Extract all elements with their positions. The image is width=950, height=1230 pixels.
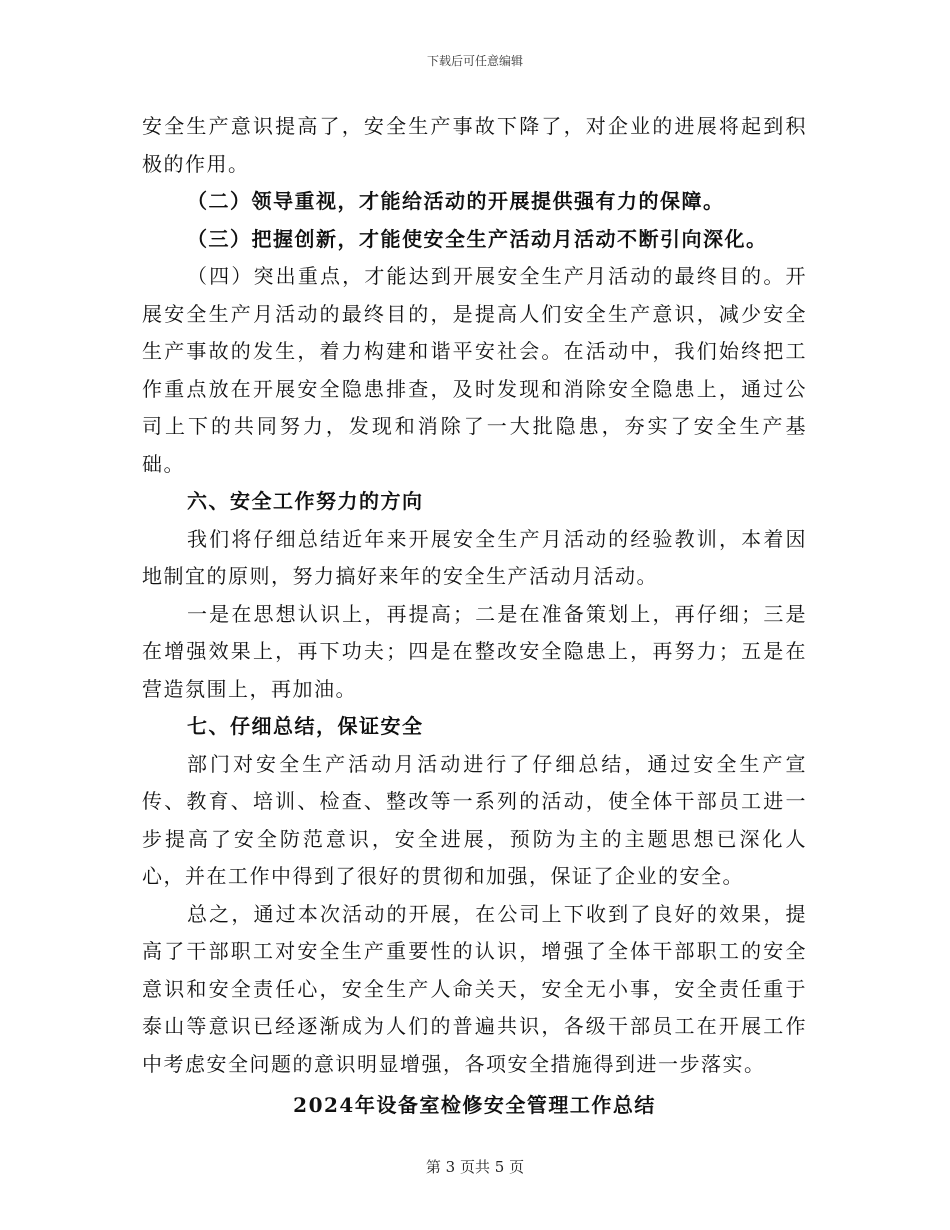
point-three-heading: （三）把握创新，才能使安全生产活动月活动不断引向深化。 [187,226,768,251]
section-six-paragraph: 我们将仔细总结近年来开展安全生产月活动的经验教训，本着因地制宜的原则，努力搞好来年的安全生产活动月活动。 [142,526,807,588]
paragraph-continuation: 安全生产意识提高了，安全生产事故下降了，对企业的进展将起到积极的作用。 [142,114,807,176]
point-two-heading: （二）领导重视，才能给活动的开展提供强有力的保障。 [187,189,725,213]
section-seven-paragraph: 部门对安全生产活动月活动进行了仔细总结，通过安全生产宣传、教育、培训、检查、整改等一系列的活动，使全体干部员工进一步提高了安全防范意识，安全进展，预防为主的主题思想已深化人心，并在工作中得到了很好的贯彻和加强，保证了企业的安全。 [142,751,807,888]
document-body [142,108,807,1125]
next-document-title: 2024年设备室检修安全管理工作总结 [293,1093,656,1117]
page-number-footer: 第 3 页共 5 页 [425,1158,525,1176]
section-seven-heading: 七、仔细总结，保证安全 [187,714,424,738]
page-header-note: 下载后可任意编辑 [426,54,523,68]
section-six-heading: 六、安全工作努力的方向 [187,489,424,513]
section-six-list-paragraph: 一是在思想认识上，再提高；二是在准备策划上，再仔细；三是在增强效果上，再下功夫；四是在整改安全隐患上，再努力；五是在营造氛围上，再加油。 [142,601,807,701]
conclusion-paragraph: 总之，通过本次活动的开展，在公司上下收到了良好的效果，提高了干部职工对安全生产重要性的认识，增强了全体干部职工的安全意识和安全责任心，安全生产人命关天，安全无小事，安全责任重于泰山等意识已经逐渐成为人们的普遍共识，各级干部员工在开展工作中考虑安全问题的意识明显增强，各项安全措施得到进一步落实。 [142,901,807,1076]
point-four-paragraph: （四）突出重点，才能达到开展安全生产月活动的最终目的。开展安全生产月活动的最终目的，是提高人们安全生产意识，减少安全生产事故的发生，着力构建和谐平安社会。在活动中，我们始终把工作重点放在开展安全隐患排查，及时发现和消除安全隐患上，通过公司上下的共同努力，发现和消除了一大批隐患，夯实了安全生产基础。 [142,264,807,476]
